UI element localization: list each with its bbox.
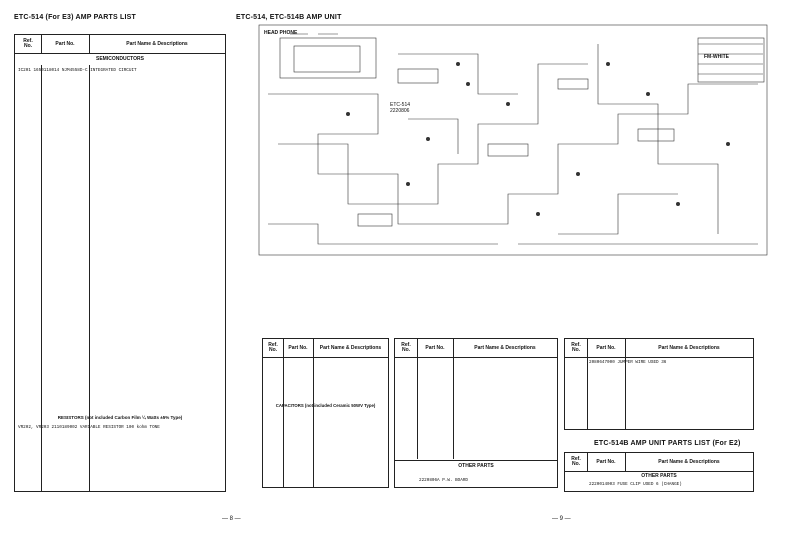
left-page-title: ETC-514 (For E3) AMP PARTS LIST	[14, 14, 136, 21]
col-desc-header: Part Name & Descriptions	[126, 40, 188, 47]
resistor-capacitor-table	[262, 338, 389, 488]
table-row: VR202, VR203 2110189002 VARIABLE RESISTOR 100 kohm TONE	[18, 425, 160, 430]
col-ref-header: Ref. No.	[395, 339, 418, 357]
table-row: 2220014003 FUSE CLIP USED 6 (CHANGE)	[589, 482, 682, 487]
schematic-headphone-label: HEAD PHONE	[264, 30, 298, 36]
table-row: 2080647000 JUMPER WIRE USED 36	[589, 360, 667, 365]
col-desc-header: Part Name & Descriptions	[474, 344, 536, 351]
col-desc-header: Part Name & Descriptions	[658, 344, 720, 351]
col-part-header: Part No.	[587, 453, 626, 471]
col-part-header: Part No.	[41, 35, 90, 53]
misc-parts-table	[564, 338, 754, 430]
col-part-header: Part No.	[417, 339, 454, 357]
col-desc-header: Part Name & Descriptions	[658, 458, 720, 465]
col-ref-header: Ref. No.	[565, 339, 588, 357]
capacitor-table	[394, 338, 558, 488]
col-part-header: Part No.	[587, 339, 626, 357]
table-row: 2220806A P.W. BOARD	[419, 478, 468, 483]
main-parts-table	[14, 34, 226, 492]
e2-parts-list-title: ETC-514B AMP UNIT PARTS LIST (For E2)	[594, 440, 741, 447]
section-other-parts: OTHER PARTS	[641, 473, 677, 479]
section-capacitors: CAPACITORS (not included Ceramic 50WV Type)	[275, 403, 376, 408]
center-page-title: ETC-514, ETC-514B AMP UNIT	[236, 14, 342, 21]
section-other-parts: OTHER PARTS	[395, 460, 557, 469]
col-ref-header: Ref. No.	[565, 453, 588, 471]
section-semiconductors: SEMICONDUCTORS	[96, 56, 144, 62]
page-number-right: — 9 —	[552, 516, 571, 522]
e2-parts-table	[564, 452, 754, 492]
page-number-left: — 8 —	[222, 516, 241, 522]
amp-unit-schematic	[258, 24, 768, 256]
section-resistors: RESISTORS (not included Carbon Film ¼ Watts ±5% Type)	[57, 415, 183, 420]
schematic-fm-label: FM-WHITE	[704, 54, 729, 60]
col-desc-header: Part Name & Descriptions	[319, 344, 382, 351]
col-ref-header: Ref. No.	[15, 35, 42, 53]
col-part-header: Part No.	[283, 339, 314, 357]
col-ref-header: Ref. No.	[263, 339, 284, 357]
schematic-board-label: ETC-514 2220806	[390, 102, 411, 114]
table-row: IC201 1650118014 NJM4558D-C INTEGRATED CIRCUIT	[18, 68, 137, 73]
